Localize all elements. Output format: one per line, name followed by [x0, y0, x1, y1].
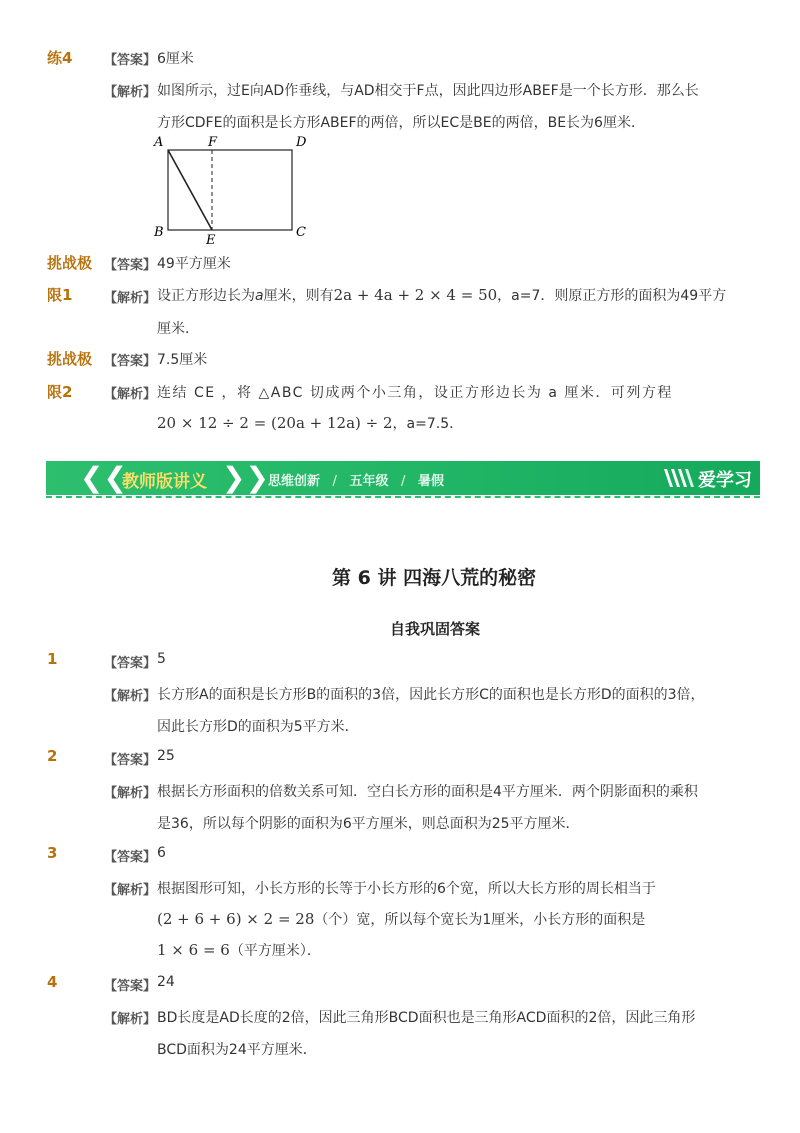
explanation-line: 20 × 12 ÷ 2 = (20a + 12a) ÷ 2，a=7.5． [157, 414, 464, 432]
explanation-tag: 【解析】 [104, 786, 157, 801]
chevron-right-icon: ❯❯ [222, 461, 269, 494]
point-label-f: F [208, 135, 218, 150]
explanation-line: (2 + 6 + 6) × 2 = 28（个）宽，所以每个宽长为1厘米，小长方形的面积是 [157, 910, 646, 928]
problem-number: 4 [47, 973, 58, 991]
breadcrumb: 思维创新 / 五年级 / 暑假 [268, 474, 444, 489]
answer-tag: 【答案】 [104, 753, 157, 768]
explanation-line: 根据长方形面积的倍数关系可知．空白长方形的面积是4平方厘米．两个阴影面积的乘积 [157, 784, 698, 800]
section-subtitle: 自我巩固答案 [390, 620, 481, 638]
answer-tag: 【答案】 [104, 979, 157, 994]
problem-number: 3 [47, 844, 58, 862]
banner-divider [46, 496, 760, 498]
explanation-line: 长方形A的面积是长方形B的面积的3倍，因此长方形C的面积也是长方形D的面积的3倍， [157, 687, 705, 703]
explanation-tag: 【解析】 [104, 689, 157, 704]
brand-label: 教师版讲义 [122, 472, 207, 492]
explanation-line: 1 × 6 = 6（平方厘米）． [157, 941, 321, 959]
point-label-e: E [206, 233, 216, 248]
answer-value: 25 [157, 748, 175, 764]
lecture-title: 第 6 讲 四海八荒的秘密 [332, 567, 537, 589]
answer-value: 24 [157, 974, 175, 990]
problem-number: 1 [47, 650, 58, 668]
explanation-line: 方形CDFE的面积是长方形ABEF的两倍，所以EC是BE的两倍，BE长为6厘米． [157, 115, 645, 131]
problem-number: 限1 [47, 286, 73, 304]
explanation-line: 因此长方形D的面积为5平方米． [157, 719, 359, 735]
explanation-line: BD长度是AD长度的2倍，因此三角形BCD面积也是三角形ACD面积的2倍，因此三角形 [157, 1010, 696, 1026]
problem-number: 限2 [47, 383, 73, 401]
explanation-line: 如图所示，过E向AD作垂线，与AD相交于F点，因此四边形ABEF是一个长方形．那么长 [157, 83, 699, 99]
explanation-tag: 【解析】 [104, 1012, 157, 1027]
logo-text: 爱学习 [698, 470, 752, 491]
segment-ae [168, 150, 212, 230]
explanation-tag: 【解析】 [104, 387, 157, 402]
rectangle-abcd [168, 150, 292, 230]
problem-number: 挑战极 [47, 254, 93, 272]
answer-value: 5 [157, 651, 166, 667]
explanation-line: 连结 CE ，将 △ABC 切成两个小三角，设正方形边长为 a 厘米．可列方程 [157, 385, 673, 401]
answer-value: 6厘米 [157, 51, 194, 67]
explanation-line: BCD面积为24平方厘米． [157, 1042, 317, 1058]
answer-tag: 【答案】 [104, 656, 157, 671]
answer-tag: 【答案】 [104, 53, 157, 68]
explanation-line: 设正方形边长为a厘米，则有2a + 4a + 2 × 4 = 50，a=7．则原正方形的面积为49平方 [157, 286, 727, 304]
explanation-tag: 【解析】 [104, 291, 157, 306]
problem-number: 挑战极 [47, 350, 93, 368]
explanation-tag: 【解析】 [104, 85, 157, 100]
point-label-c: C [296, 225, 306, 240]
point-label-b: B [154, 225, 164, 240]
book-logo-icon [662, 466, 696, 490]
teacher-edition-banner [46, 461, 760, 495]
point-label-a: A [154, 135, 164, 150]
answer-tag: 【答案】 [104, 258, 157, 273]
explanation-tag: 【解析】 [104, 883, 157, 898]
answer-tag: 【答案】 [104, 850, 157, 865]
explanation-line: 厘米． [157, 321, 199, 337]
answer-tag: 【答案】 [104, 354, 157, 369]
point-label-d: D [296, 135, 307, 150]
rectangle-diagram [150, 132, 320, 250]
chevron-left-icon: ❮❮ [80, 461, 127, 494]
answer-value: 49平方厘米 [157, 256, 231, 272]
problem-number: 2 [47, 747, 58, 765]
explanation-line: 是36，所以每个阴影的面积为6平方厘米，则总面积为25平方厘米． [157, 816, 580, 832]
answer-value: 7.5厘米 [157, 352, 208, 368]
answer-value: 6 [157, 845, 166, 861]
problem-number: 练4 [47, 49, 73, 67]
explanation-line: 根据图形可知，小长方形的长等于小长方形的6个宽，所以大长方形的周长相当于 [157, 881, 656, 897]
